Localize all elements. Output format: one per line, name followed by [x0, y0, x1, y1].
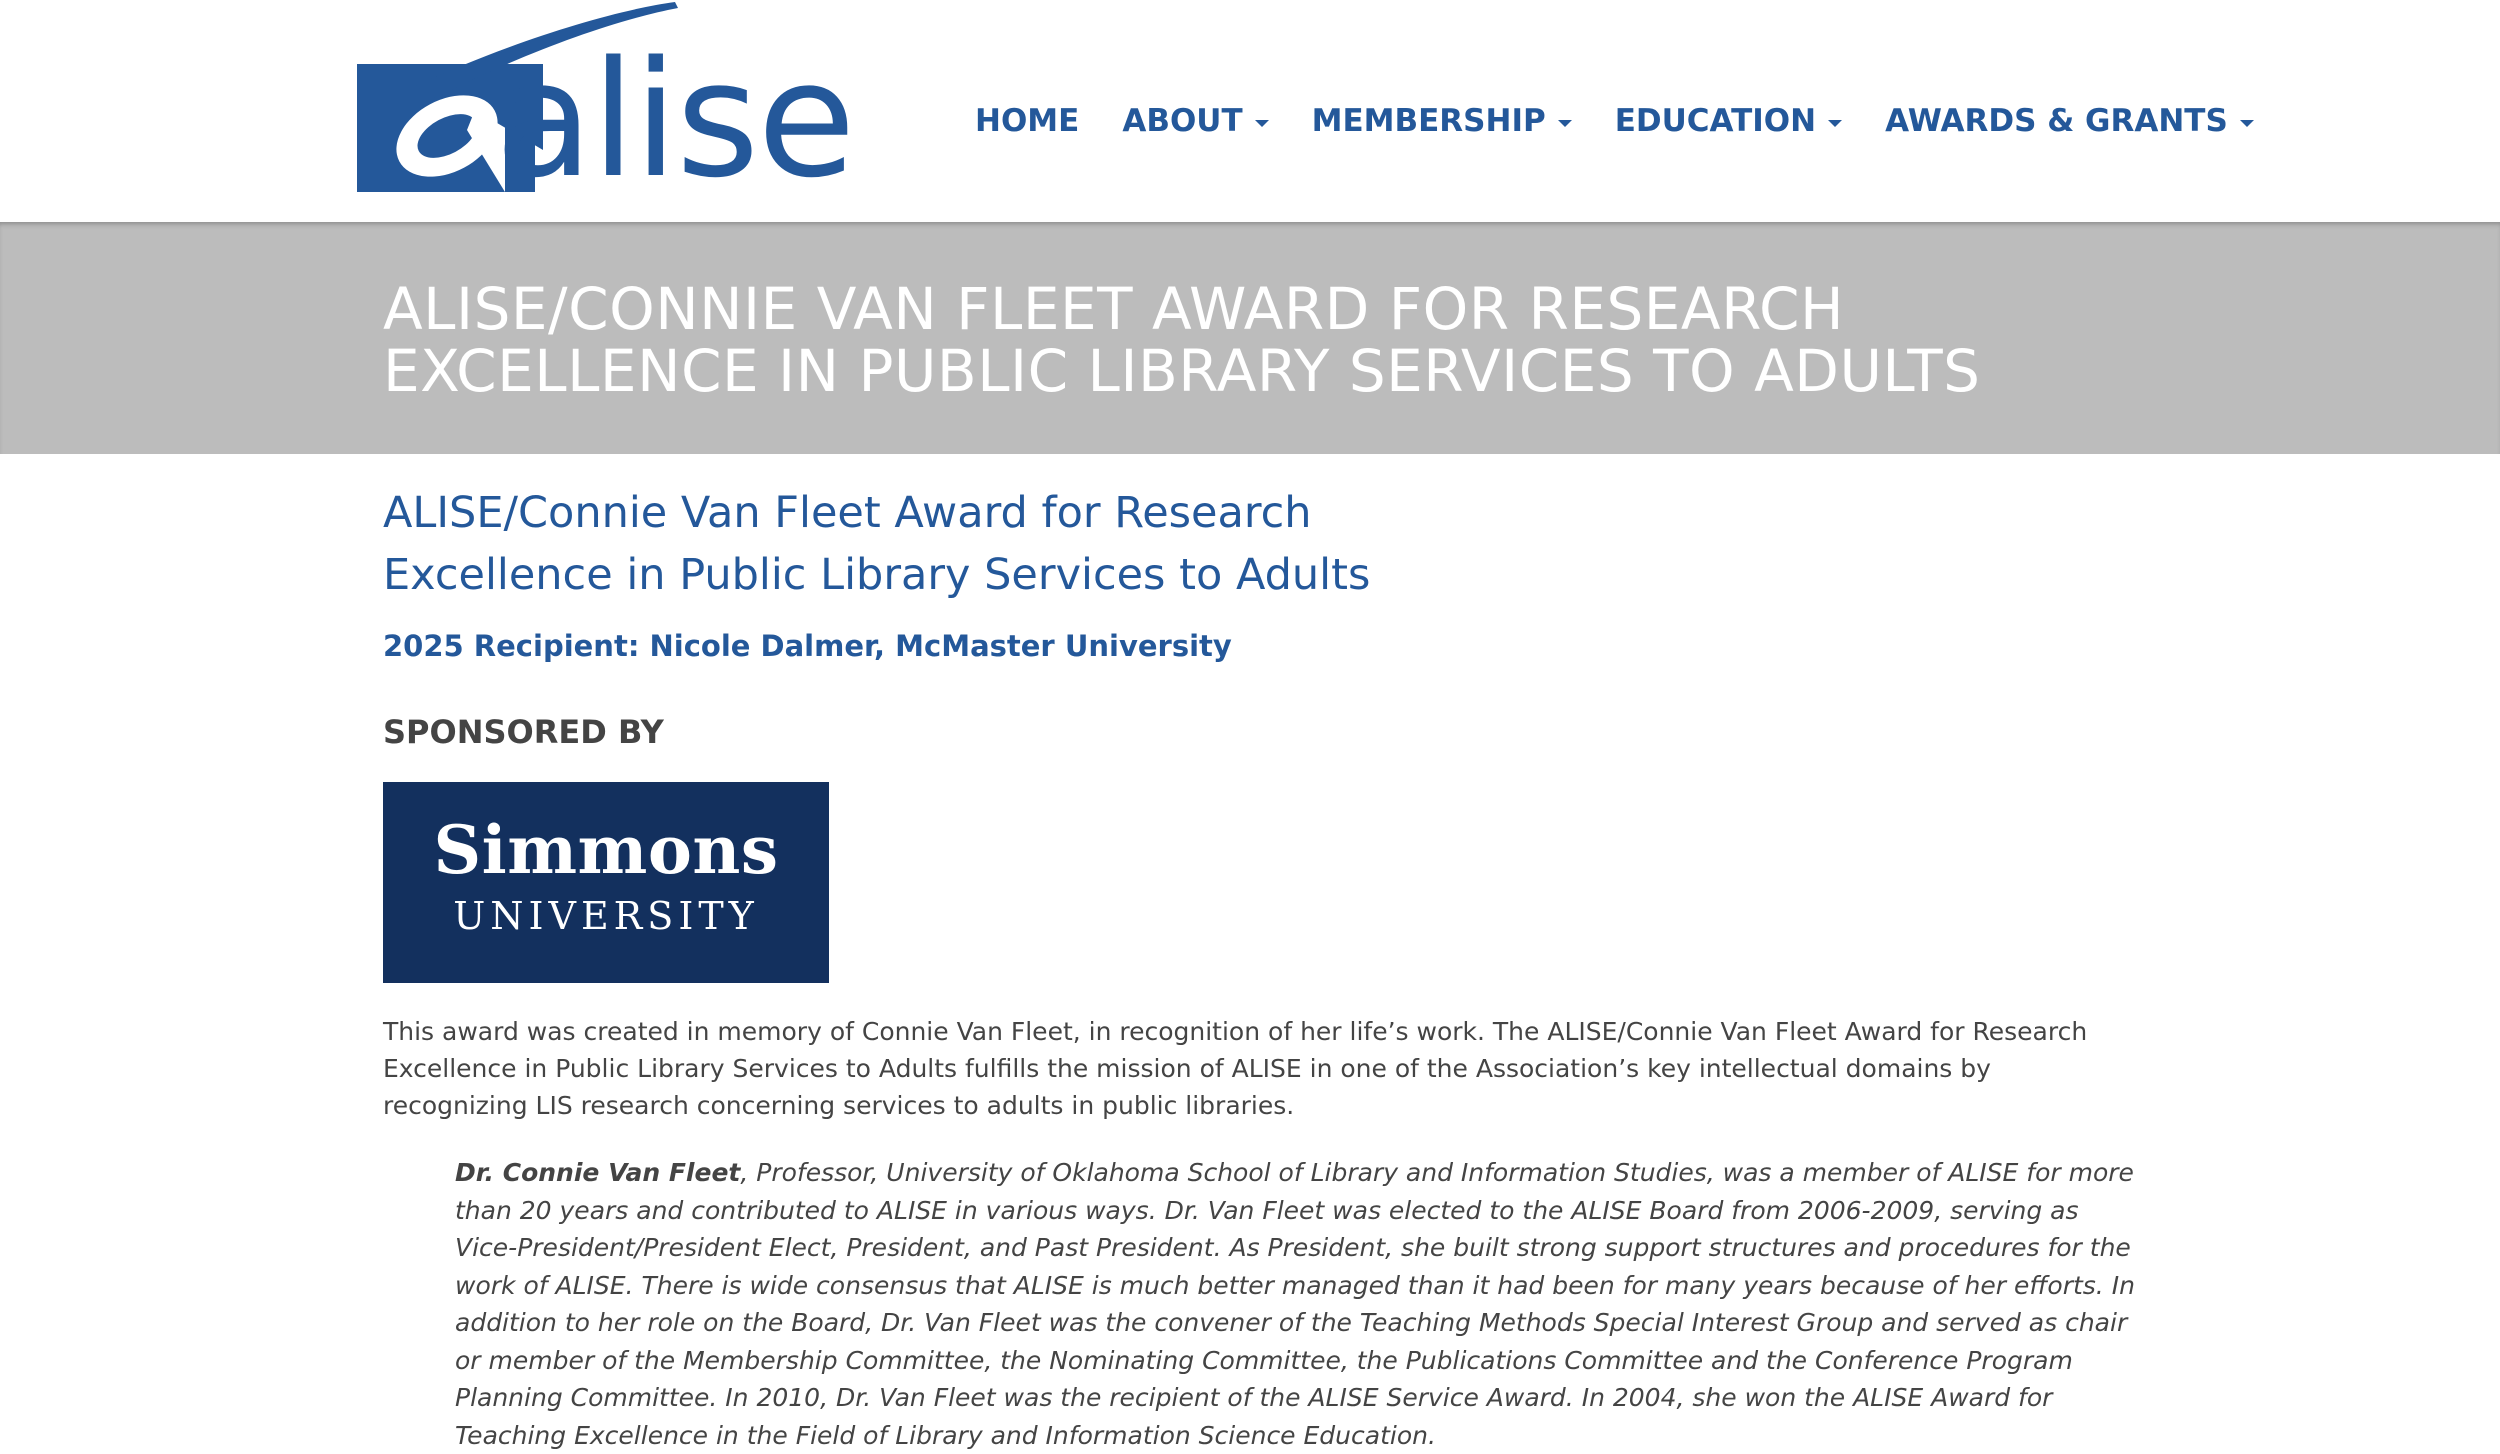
caret-down-icon — [1255, 120, 1269, 127]
nav-home[interactable] — [975, 103, 1079, 139]
simmons-university-logo[interactable] — [383, 782, 829, 983]
sponsor-name: Simmons — [433, 811, 779, 889]
bio-text: , Professor, University of Oklahoma School of Library and Information Studies, was a member of ALISE for more than 20 years and contributed to ALISE in various ways. Dr. Van Fleet was elected to the ALISE Board from 2006-2009, serving as Vice-President/President Elect, President, and Past President. As President, she built strong support structures and procedures for the work of ALISE. There is wide consensus that ALISE is much better managed than it had been for many years because of her efforts. In addition to her role on the Board, Dr. Van Fleet was the convener of the Teaching Methods Special Interest Group and served as chair or member of the Membership Committee, the Nominating Committee, the Publications Committee and the Conference Program Planning Committee. In 2010, Dr. Van Fleet was the recipient of the ALISE Service Award. In 2004, she won the ALISE Award for Teaching Excellence in the Field of Library and Information Science Education. — [455, 1158, 2135, 1450]
caret-down-icon — [2240, 120, 2254, 127]
nav-awards-grants-label: AWARDS & GRANTS — [1885, 103, 2228, 139]
site-header — [0, 0, 2500, 222]
nav-home-label: HOME — [975, 103, 1080, 139]
nav-membership[interactable] — [1312, 103, 1572, 139]
page-title: ALISE/CONNIE VAN FLEET AWARD FOR RESEARCH EXCELLENCE IN PUBLIC LIBRARY SERVICES TO ADULTS — [383, 275, 1981, 405]
sponsored-by-heading: SPONSORED BY — [383, 713, 664, 751]
nav-about-label: ABOUT — [1122, 103, 1243, 139]
bio-quote — [455, 1154, 2135, 1454]
nav-education-label: EDUCATION — [1614, 103, 1817, 139]
caret-down-icon — [1558, 120, 1572, 127]
page-banner — [0, 222, 2500, 454]
nav-membership-label: MEMBERSHIP — [1311, 103, 1546, 139]
nav-about[interactable] — [1122, 103, 1268, 139]
bio-name: Dr. Connie Van Fleet — [455, 1158, 741, 1187]
nav-education[interactable] — [1615, 103, 1842, 139]
caret-down-icon — [1828, 120, 1842, 127]
main-nav — [975, 96, 2254, 146]
recipient-line: 2025 Recipient: Nicole Dalmer, McMaster University — [383, 629, 1232, 663]
alise-logo-text: alise — [495, 26, 854, 213]
nav-awards-grants[interactable] — [1885, 103, 2254, 139]
award-title: ALISE/Connie Van Fleet Award for Research Excellence in Public Library Services to Adults — [383, 488, 1371, 600]
main-content — [383, 454, 2135, 1454]
award-description: This award was created in memory of Connie Van Fleet, in recognition of her life’s work. The ALISE/Connie Van Fleet Award for Research Excellence in Public Library Services to Adults fulfills the mission of ALISE in one of the Association’s key intellectual domains by recognizing LIS research concerning services to adults in public libraries. — [383, 1017, 2088, 1120]
sponsor-subtitle: UNIVERSITY — [453, 894, 759, 938]
alise-logo[interactable] — [355, 0, 895, 213]
